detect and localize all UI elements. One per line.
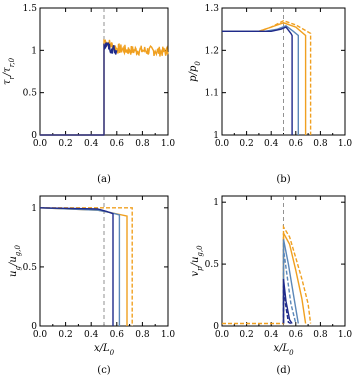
x-tick-label: 0.4 <box>264 139 279 149</box>
x-axis-label: $x/L_0$ <box>93 343 115 357</box>
x-tick-label: 1.0 <box>160 330 176 340</box>
y-tick-label: 1.5 <box>22 4 37 14</box>
x-tick-label: 0.2 <box>239 139 254 149</box>
x-tick-label: 1.0 <box>160 139 176 149</box>
x-tick-label: 0.2 <box>58 330 73 340</box>
panel-label: (a) <box>97 174 111 185</box>
y-axis-label: $p/p_0$ <box>188 61 202 82</box>
series-line <box>40 208 127 326</box>
x-axis-label: $x/L_0$ <box>273 343 294 357</box>
y-tick-label: 0 <box>31 322 37 332</box>
x-tick-label: 0.6 <box>109 330 124 340</box>
panel-label: (c) <box>97 365 111 376</box>
chart-panel-2 <box>188 4 352 185</box>
series-line <box>40 208 113 326</box>
x-tick-label: 0.2 <box>239 330 254 340</box>
x-tick-label: 0.2 <box>58 139 73 149</box>
x-tick-label: 0.0 <box>32 330 48 340</box>
x-tick-label: 1.0 <box>337 330 353 340</box>
x-tick-label: 0.0 <box>32 139 48 149</box>
series-line <box>222 23 306 135</box>
y-tick-label: 1 <box>213 131 219 141</box>
y-tick-label: 1 <box>31 46 37 57</box>
panel-label: (b) <box>276 174 291 185</box>
x-tick-label: 0.8 <box>135 139 150 149</box>
x-tick-label: 0.6 <box>288 139 303 149</box>
x-tick-label: 0.8 <box>313 139 328 149</box>
x-tick-label: 0.4 <box>84 139 99 149</box>
chart-panel-4 <box>190 196 352 376</box>
chart-panel-1 <box>2 4 175 185</box>
series-line <box>222 21 311 135</box>
x-tick-label: 0.8 <box>135 330 150 340</box>
y-tick-label: 1 <box>213 198 219 209</box>
x-tick-label: 0.8 <box>313 330 328 340</box>
y-tick-label: 0.5 <box>22 262 37 273</box>
x-tick-label: 0.6 <box>109 139 124 149</box>
y-tick-label: 1.3 <box>204 4 219 14</box>
y-tick-label: 0.5 <box>204 260 219 271</box>
x-tick-label: 1.0 <box>337 139 353 149</box>
x-tick-label: 0.6 <box>288 330 303 340</box>
y-axis-label: $u_g/u_{g,0}$ <box>8 245 22 277</box>
chart-panel-3 <box>8 196 175 376</box>
series-line <box>222 26 298 135</box>
y-axis-label: $\tau_r/\tau_{r,0}$ <box>2 57 16 86</box>
series-line <box>40 208 132 326</box>
panel-label: (d) <box>276 365 291 376</box>
y-tick-label: 0.5 <box>22 88 37 99</box>
x-tick-label: 0.0 <box>214 139 230 149</box>
x-tick-label: 0.4 <box>84 330 99 340</box>
y-tick-label: 1.1 <box>204 88 219 99</box>
series-line <box>40 43 117 135</box>
x-tick-label: 0.0 <box>214 330 230 340</box>
y-tick-label: 1 <box>31 203 37 214</box>
y-tick-label: 1.2 <box>204 46 219 57</box>
series-line <box>222 27 292 135</box>
y-axis-label: $v_p/u_{g,0}$ <box>190 245 204 277</box>
y-tick-label: 0 <box>213 322 219 332</box>
x-tick-label: 0.4 <box>264 330 279 340</box>
y-tick-label: 0 <box>31 131 37 141</box>
series-line <box>40 208 119 326</box>
